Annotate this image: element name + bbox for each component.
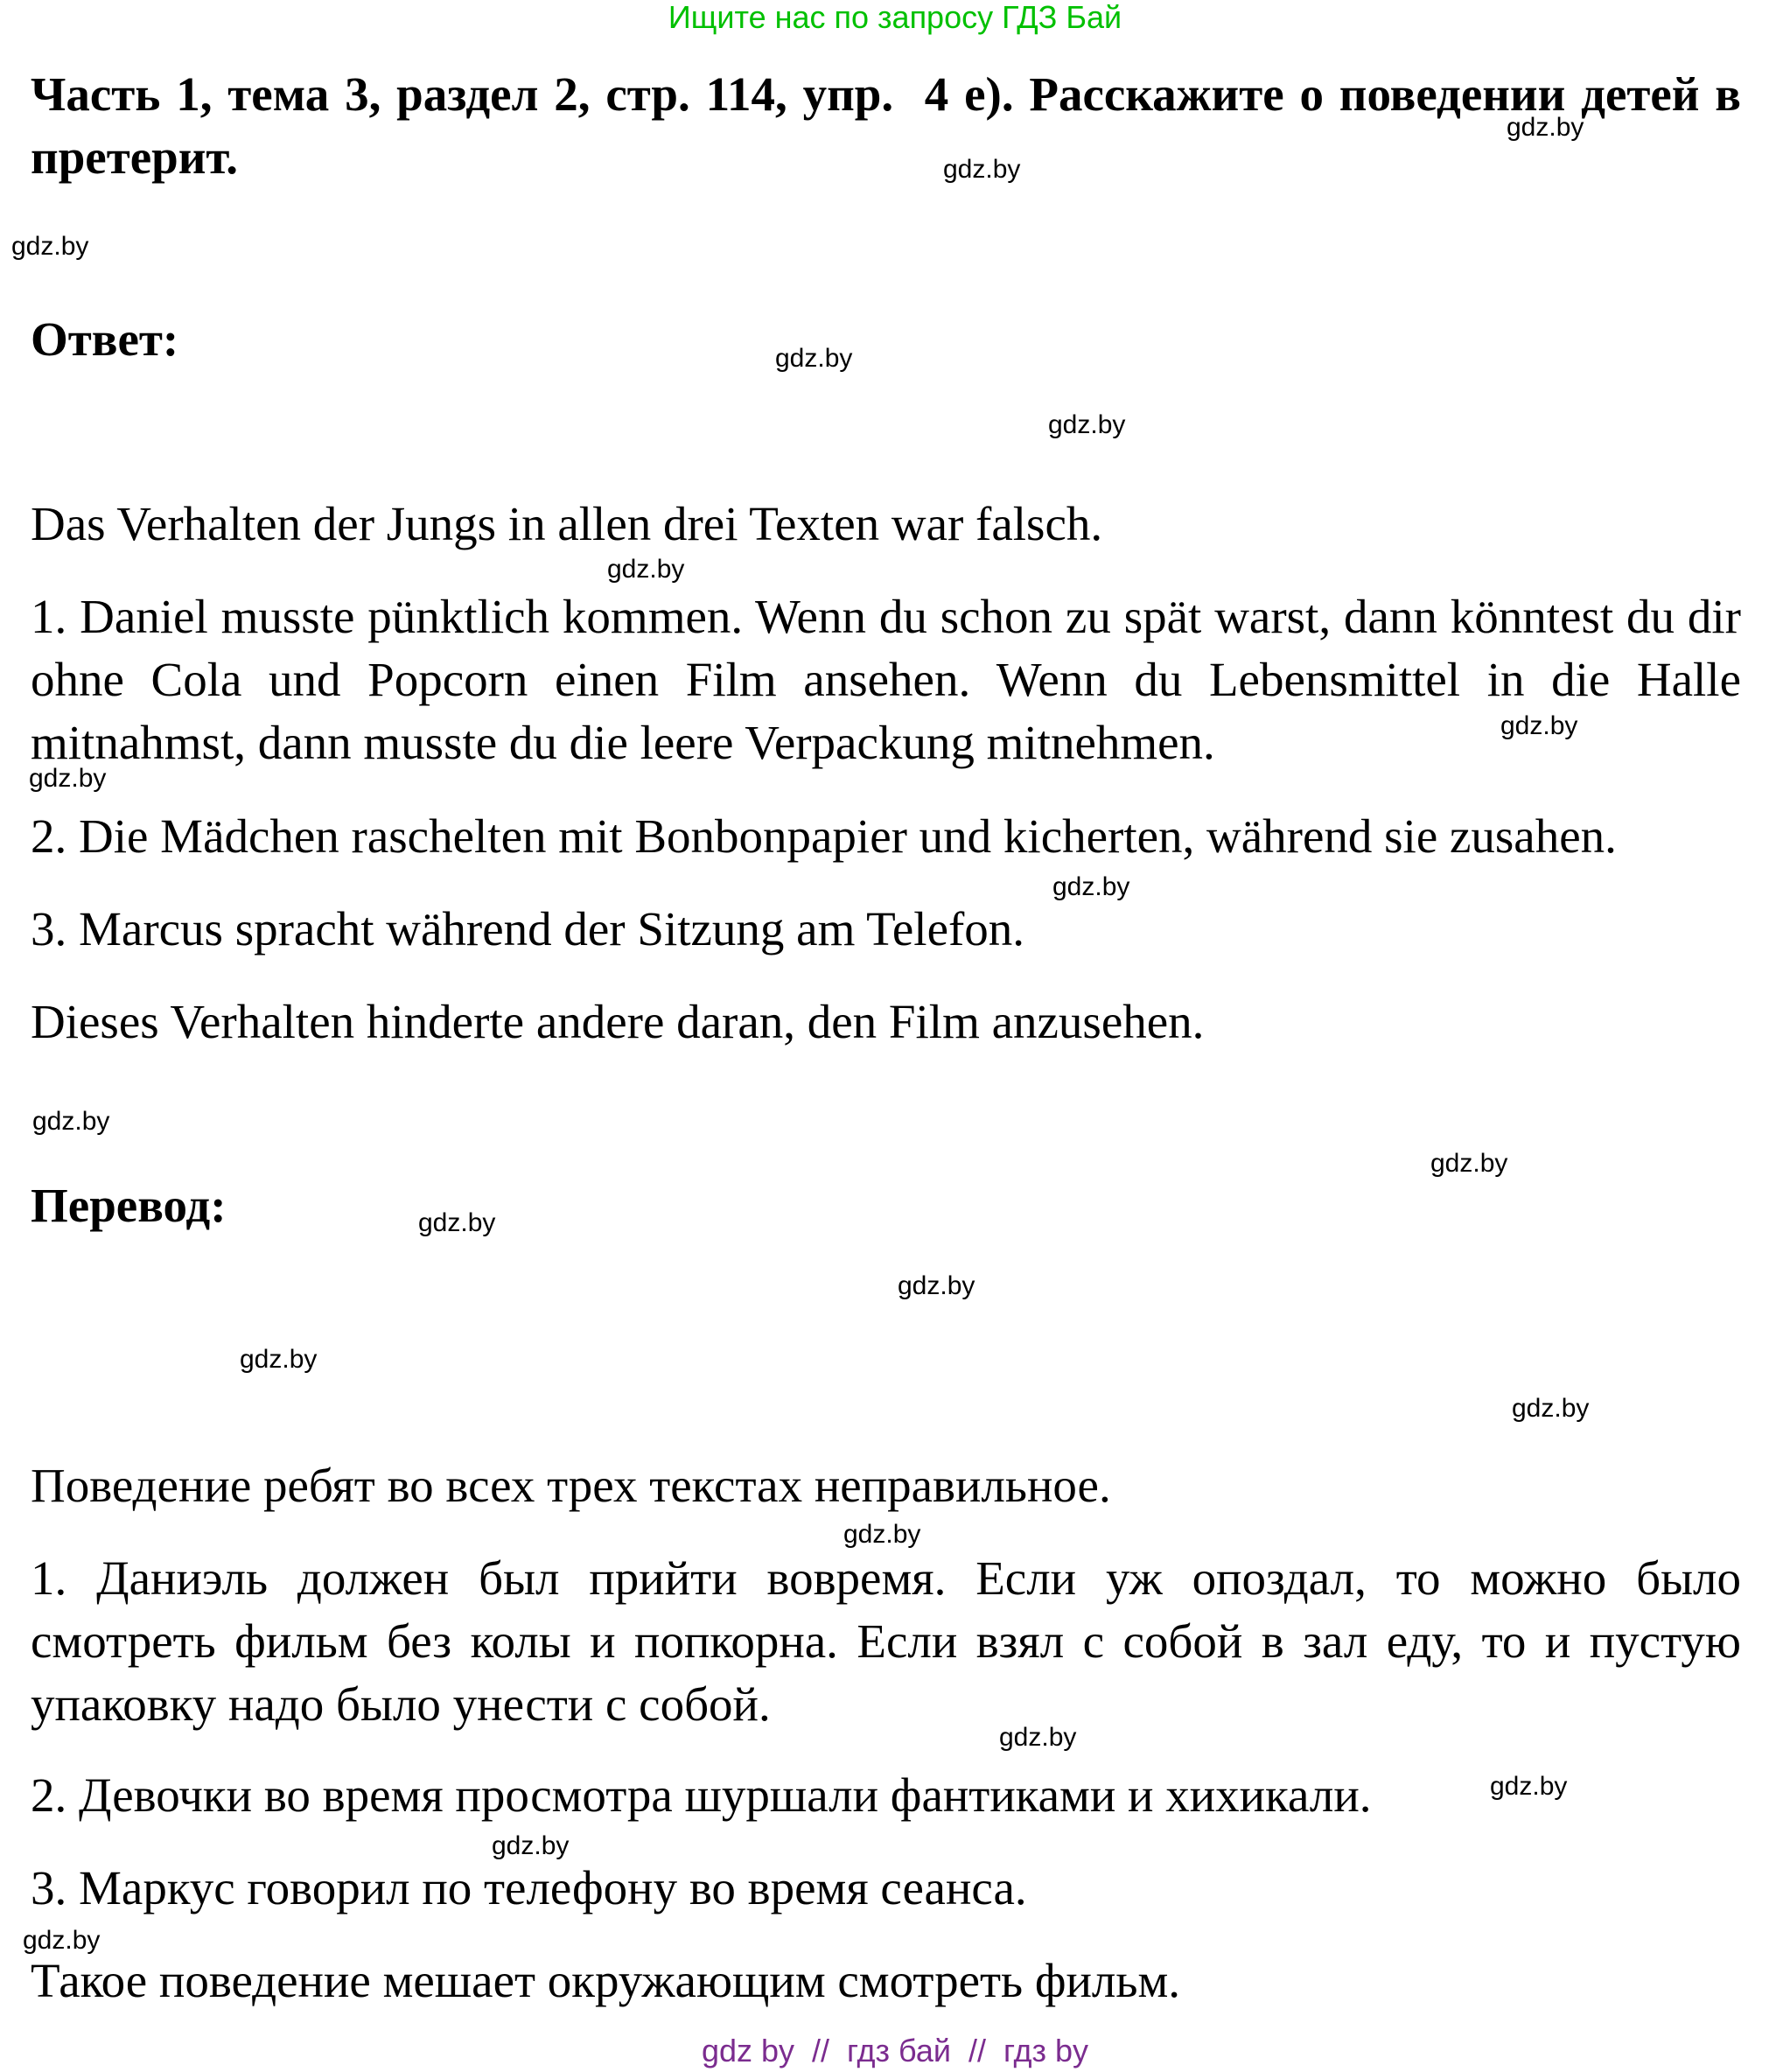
watermark: gdz.by [999, 1723, 1077, 1752]
translation-item-3: 3. Маркус говорил по телефону во время сеанса. [31, 1861, 1027, 1914]
watermark: gdz.by [23, 1926, 101, 1955]
watermark: gdz.by [1512, 1394, 1590, 1423]
answer-conclusion: Dieses Verhalten hinderte andere daran, den Film anzusehen. [31, 995, 1205, 1048]
watermark: gdz.by [240, 1345, 318, 1374]
watermark: gdz.by [492, 1831, 570, 1860]
translation-heading: Перевод: [31, 1179, 227, 1232]
watermark: gdz.by [418, 1208, 496, 1237]
answer-heading: Ответ: [31, 312, 179, 366]
watermark: gdz.by [1052, 872, 1130, 901]
watermark: gdz.by [775, 344, 853, 373]
top-banner: Ищите нас по запросу ГДЗ Бай [668, 0, 1122, 35]
watermark: gdz.by [943, 155, 1021, 184]
watermark: gdz.by [32, 1107, 110, 1136]
watermark: gdz.by [1048, 410, 1126, 439]
translation-item-2: 2. Девочки во время просмотра шуршали фантиками и хихикали. [31, 1768, 1372, 1822]
translation-conclusion: Такое поведение мешает окружающим смотреть фильм. [31, 1954, 1181, 2007]
answer-item-3: 3. Marcus spracht während der Sitzung am Telefon. [31, 902, 1025, 956]
translation-item-1: 1. Даниэль должен был прийти вовремя. Если уж опоздал, то можно было смотреть фильм без колы и попкорна. Если взял с собой в зал еду, то и пустую упаковку надо было унести с собой. [31, 1551, 1741, 1731]
watermark: gdz.by [11, 232, 89, 261]
footer-links: gdz by // гдз бай // гдз by [701, 2033, 1089, 2068]
watermark: gdz.by [607, 555, 685, 584]
answer-item-2: 2. Die Mädchen raschelten mit Bonbonpapier und kicherten, während sie zusahen. [31, 809, 1617, 863]
watermark: gdz.by [1500, 711, 1578, 740]
watermark: gdz.by [898, 1271, 975, 1300]
task-title: Часть 1, тема 3, раздел 2, стр. 114, упр. 4 е). Расскажите о поведении детей в претерит. [31, 67, 1753, 184]
watermark: gdz.by [843, 1520, 921, 1549]
answer-item-1: 1. Daniel musste pünktlich kommen. Wenn du schon zu spät warst, dann könntest du dir ohne Cola und Popcorn einen Film ansehen. Wenn du Lebensmittel in die Halle mitnahmst, dann musste du die leere Verpackung mitnehmen. [31, 590, 1741, 769]
watermark: gdz.by [1430, 1149, 1508, 1178]
translation-intro: Поведение ребят во всех трех текстах неправильное. [31, 1459, 1111, 1512]
watermark: gdz.by [1490, 1772, 1568, 1801]
answer-intro: Das Verhalten der Jungs in allen drei Texten war falsch. [31, 497, 1103, 550]
watermark: gdz.by [29, 764, 107, 793]
watermark: gdz.by [1507, 113, 1584, 142]
